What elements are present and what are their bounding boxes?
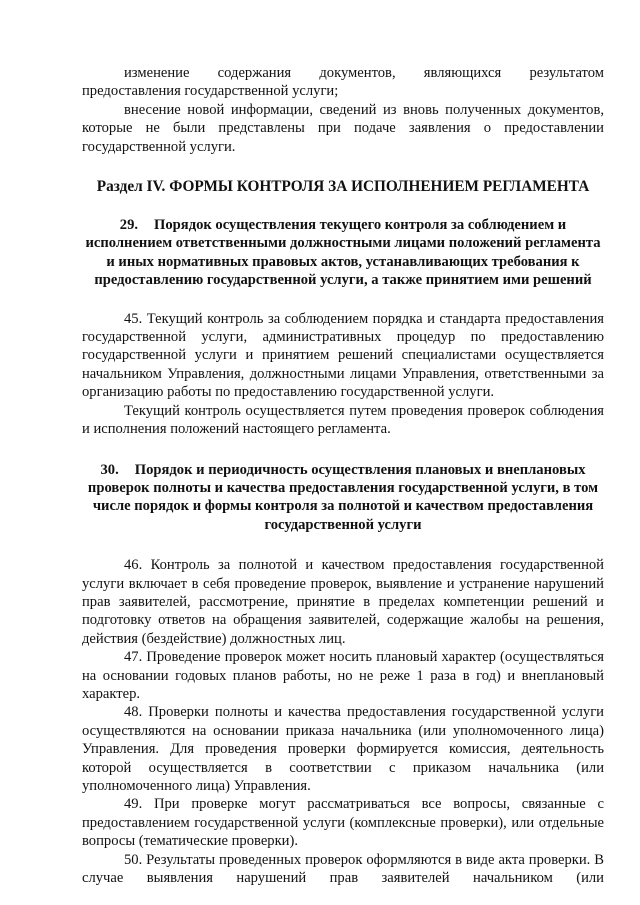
heading-text: Порядок и периодичность осуществления плановых и внеплановых проверок полноты и качества предоставления государственной услуги, в том числе порядок и формы контроля за полнотой и качеством предоставления государственной услуги (87, 461, 599, 533)
heading-number: 30. (100, 461, 119, 478)
paragraph: Текущий контроль осуществляется путем проведения проверок соблюдения и исполнения положений настоящего регламента. (82, 402, 604, 438)
paragraph: 47. Проведение проверок может носить плановый характер (осуществляться на основании годовых планов работы, но не реже 1 раза в год) и внеплановый характер. (82, 649, 604, 702)
section-title: Раздел IV. ФОРМЫ КОНТРОЛЯ ЗА ИСПОЛНЕНИЕМ РЕГЛАМЕНТА (96, 178, 590, 196)
paragraph: изменение содержания документов, являющихся результатом предоставления государственной услуги; (82, 65, 604, 100)
subsection-heading-29 (82, 216, 604, 290)
paragraph: 50. Результаты проведенных проверок оформляются в виде акта проверки. В случае выявления нарушений прав заявителей начальником (или (82, 851, 604, 887)
paragraph: 45. Текущий контроль за соблюдением порядка и стандарта предоставления государственной услуги, административных процедур по предоставлению государственной услуги и принятием решений специалистами осуществляется начальником Управления, должностными лицами Управления, ответственными за организацию работы по предоставлению государственной услуги. (82, 310, 604, 401)
paragraph: 49. При проверке могут рассматриваться все вопросы, связанные с предоставлением государственной услуги (комплексные проверки), или отдельные вопросы (тематические проверки). (82, 796, 604, 850)
paragraph: внесение новой информации, сведений из вновь полученных документов, которые не были представлены при подаче заявления о предоставлении государственной услуги. (82, 101, 604, 155)
heading-text: Порядок осуществления текущего контроля за соблюдением и исполнением ответственными должностными лицами положений регламента и иных нормативных правовых актов, устанавливающих требования к предоставлению государственной услуги, а также принятием ими решений (85, 217, 601, 289)
paragraph: 46. Контроль за полнотой и качеством предоставления государственной услуги включает в себя проведение проверок, выявление и устранение нарушений прав заявителей, рассмотрение, принятие в пределах компетенции решений и подготовку ответов на обращения заявителей, содержащие жалобы на решения, действия (бездействие) должностных лиц. (82, 557, 604, 647)
document-page (82, 64, 604, 887)
subsection-heading-30 (82, 461, 604, 535)
heading-number: 29. (119, 217, 139, 234)
paragraph: 48. Проверки полноты и качества предоставления государственной услуги осуществляются на основании приказа начальника (или уполномоченного лица) Управления. Для проведения проверки формируется комиссия, деятельность которой осуществляется в соответствии с приказом начальника (или уполномоченного лица) Управления. (82, 704, 604, 794)
